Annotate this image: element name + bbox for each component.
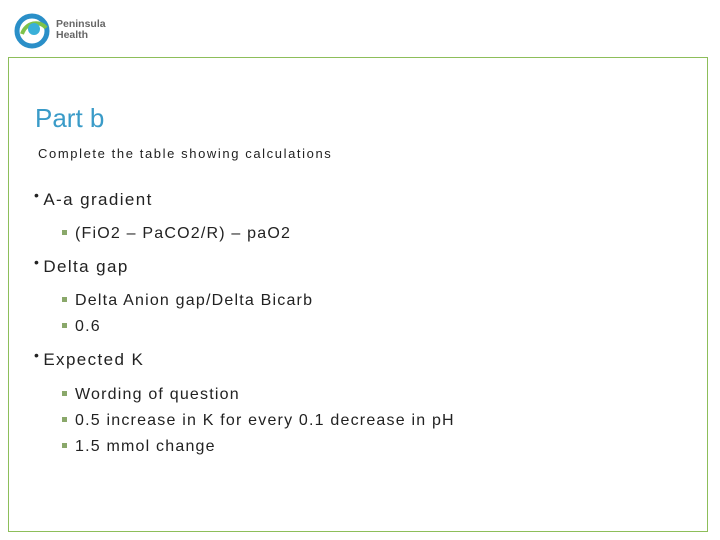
sub-item [62,438,216,456]
square-bullet-icon [62,230,67,235]
bullet-label: A-a gradient [43,190,153,209]
sub-item-text: 0.6 [75,318,101,335]
sub-item-text: Wording of question [75,386,240,403]
sub-item-text: 0.5 increase in K for every 0.1 decrease in pH [75,412,455,429]
bullet-item [34,347,145,370]
sub-item-text: (FiO2 – PaCO2/R) – paO2 [75,225,292,242]
logo-text [56,19,106,41]
sub-item [62,292,313,310]
sub-item [62,386,240,404]
bullet-dot-icon: • [34,187,41,203]
bullet-label: Delta gap [43,257,129,276]
slide-title: Part b [35,103,105,133]
square-bullet-icon [62,297,67,302]
sub-item-text: Delta Anion gap/Delta Bicarb [75,292,314,309]
square-bullet-icon [62,323,67,328]
logo-swirl-icon [14,12,52,50]
bullet-item [34,254,129,277]
logo-line2: Health [56,29,89,41]
bullet-label: Expected K [43,350,145,369]
slide-subtitle: Complete the table showing calculations [38,146,333,161]
sub-item [62,318,101,336]
square-bullet-icon [62,417,67,422]
logo-line1: Peninsula [56,18,106,30]
bullet-dot-icon: • [34,347,41,363]
square-bullet-icon [62,391,67,396]
peninsula-health-logo [14,12,134,50]
sub-item [62,412,455,430]
square-bullet-icon [62,443,67,448]
sub-item-text: 1.5 mmol change [75,438,216,455]
bullet-dot-icon: • [34,254,41,270]
bullet-item [34,187,153,210]
sub-item [62,225,291,243]
